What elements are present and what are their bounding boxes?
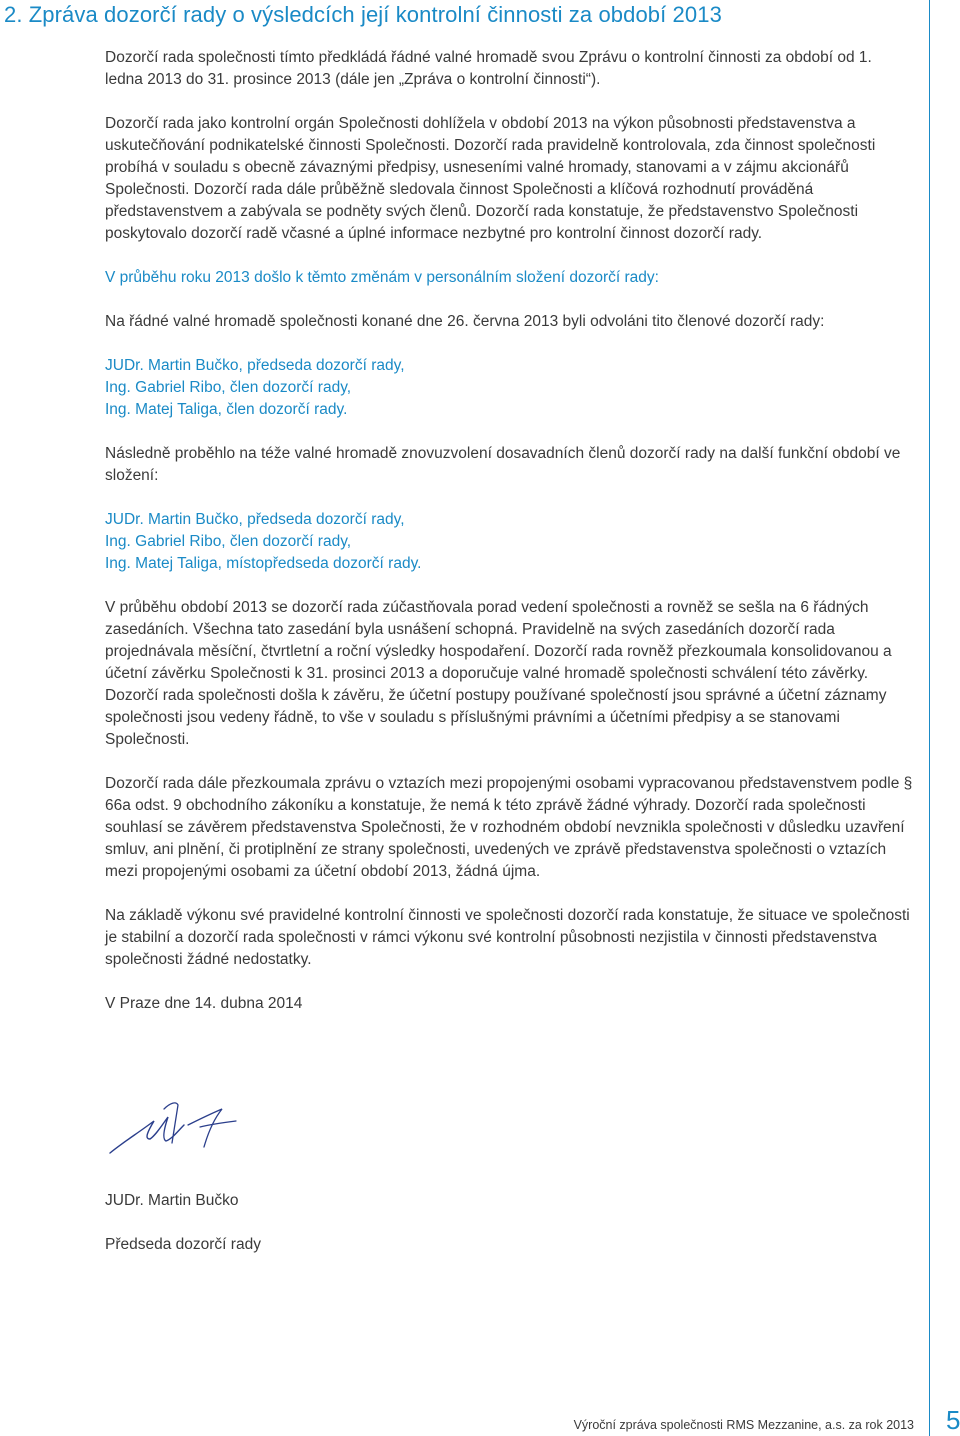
page-title: 2. Zpráva dozorčí rady o výsledcích její kontrolní činnosti za období 2013 bbox=[4, 2, 722, 27]
recall-paragraph: Na řádné valné hromadě společnosti konané dne 26. června 2013 byli odvoláni tito členové dozorčí rady: bbox=[105, 313, 825, 330]
footer-text: Výroční zpráva společnosti RMS Mezzanine, a.s. za rok 2013 bbox=[573, 1418, 914, 1432]
recalled-members-list bbox=[105, 355, 913, 421]
reelection-paragraph: Následně proběhlo na téže valné hromadě znovuzvolení dosavadních členů dozorčí rady na další funkční období ve složení: bbox=[105, 445, 901, 484]
meetings-paragraph: V průběhu období 2013 se dozorčí rada zúčastňovala porad vedení společnosti a rovněž se sešla na 6 řádných zasedáních. Všechna tato zasedání byla usnášení schopná. Pravidelně na svých zasedáních dozorčí rada projednávala měsíční, čtvrtletní a roční výsledky hospodaření. Dozorčí rada rovněž přezkoumala konsolidovanou a účetní závěrku Společnosti k 31. prosinci 2013 a doporučuje valné hromadě společnosti schválení této závěrky. Dozorčí rada společnosti došla k závěru, že účetní postupy používané společností jsou správné a účetní záznamy společnosti jsou vedeny řádně, to vše v souladu s příslušnými právními a účetními předpisy a se stanovami Společnosti. bbox=[105, 599, 892, 748]
conclusion-paragraph: Na základě výkonu své pravidelné kontrolní činnosti ve společnosti dozorčí rada konstatuje, že situace ve společnosti je stabilní a dozorčí rada společnosti v rámci výkonu své kontrolní působnosti nezjistila v činnosti představenstva společnosti žádné nedostatky. bbox=[105, 907, 910, 968]
signatory-role: Předseda dozorčí rady bbox=[105, 1236, 261, 1253]
list-item: JUDr. Martin Bučko, předseda dozorčí rady, bbox=[105, 357, 405, 374]
intro-paragraph: Dozorčí rada společnosti tímto předkládá řádné valné hromadě svou Zprávu o kontrolní činnosti za období od 1. ledna 2013 do 31. prosince 2013 (dále jen „Zpráva o kontrolní činnosti“). bbox=[105, 49, 872, 88]
supervision-paragraph: Dozorčí rada jako kontrolní orgán Společnosti dohlížela v období 2013 na výkon působnosti představenstva a uskutečňování podnikatelské činnosti Společnosti. Dozorčí rada pravidelně kontrolovala, zda činnost společnosti probíhá v souladu s obecně závaznými předpisy, usneseními valné hromady, stanovami a v zájmu akcionářů Společnosti. Dozorčí rada dále průběžně sledovala činnost Společnosti a klíčová rozhodnutí prováděná představenstvem a zabývala se podněty svých členů. Dozorčí rada konstatuje, že představenstvo Společnosti poskytovalo dozorčí radě včasné a úplné informace nezbytné pro kontrolní činnost dozorčí rady. bbox=[105, 115, 876, 242]
vertical-divider bbox=[929, 0, 930, 1436]
list-item: JUDr. Martin Bučko, předseda dozorčí rady, bbox=[105, 511, 405, 528]
related-parties-paragraph: Dozorčí rada dále přezkoumala zprávu o vztazích mezi propojenými osobami vypracovanou představenstvem podle § 66a odst. 9 obchodního zákoníku a konstatuje, že nemá k této zprávě žádné výhrady. Dozorčí rada společnosti souhlasí se závěrem představenstva Společnosti, že v rozhodném období nevznikla společnosti v důsledku uzavření smluv, ani plnění, či protiplnění ze strany společnosti, uvedených ve zprávě představenstva společnosti o vztazích mezi propojenými osobami za účetní období 2013, žádná újma. bbox=[105, 775, 913, 880]
date-line: V Praze dne 14. dubna 2014 bbox=[105, 995, 303, 1012]
list-item: Ing. Gabriel Ribo, člen dozorčí rady, bbox=[105, 379, 352, 396]
report-body bbox=[105, 47, 913, 1015]
changes-heading: V průběhu roku 2013 došlo k těmto změnám v personálním složení dozorčí rady: bbox=[105, 269, 659, 286]
page-number: 5 bbox=[946, 1405, 960, 1435]
list-item: Ing. Matej Taliga, člen dozorčí rady. bbox=[105, 401, 348, 418]
list-item: Ing. Matej Taliga, místopředseda dozorčí rady. bbox=[105, 555, 422, 572]
list-item: Ing. Gabriel Ribo, člen dozorčí rady, bbox=[105, 533, 352, 550]
signatory-name: JUDr. Martin Bučko bbox=[105, 1192, 239, 1209]
signature-image bbox=[104, 1095, 244, 1165]
reelected-members-list bbox=[105, 509, 913, 575]
